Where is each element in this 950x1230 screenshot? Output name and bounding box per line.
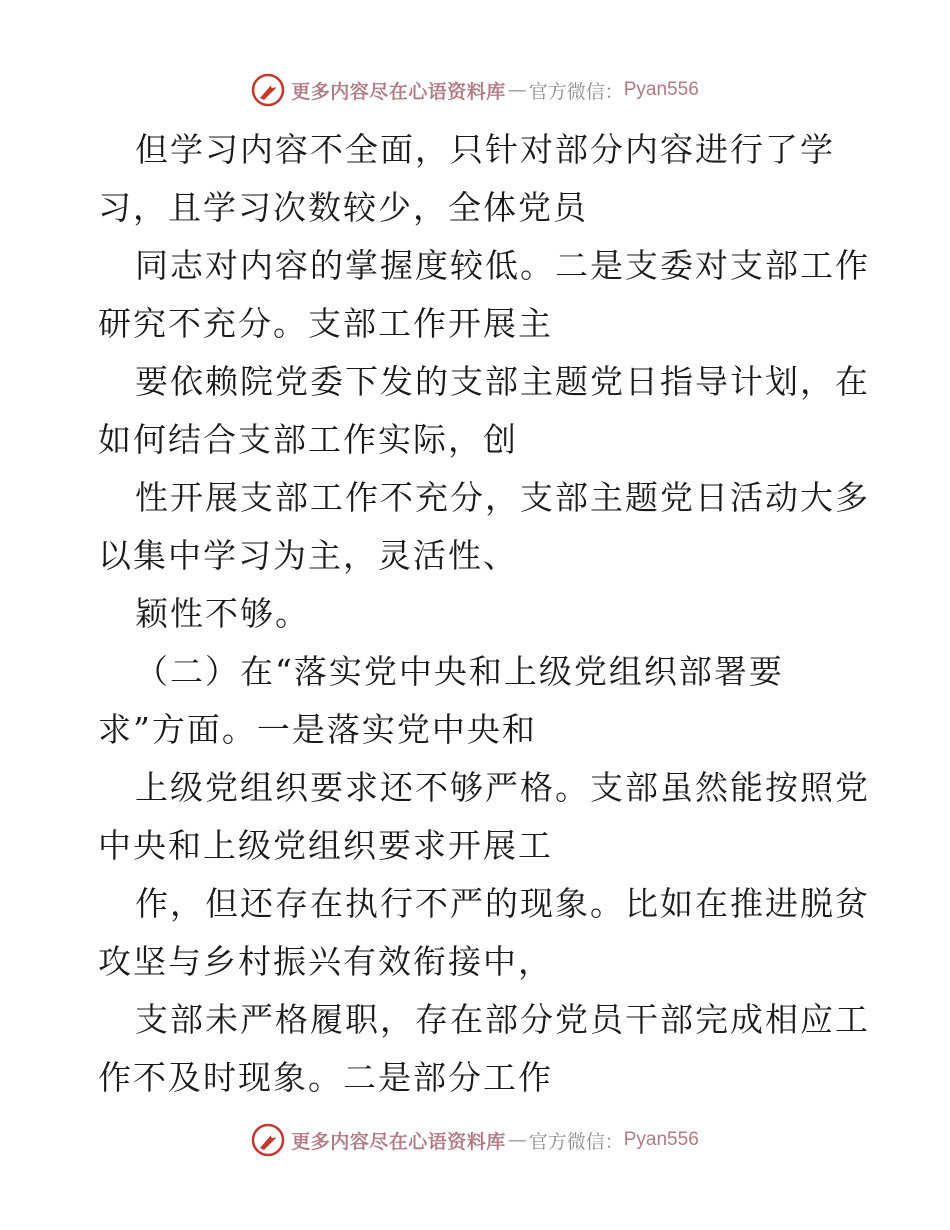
pen-nib-logo-icon	[251, 1123, 285, 1157]
official-wechat-label: 官方微信：	[528, 1130, 624, 1153]
section-heading-line: （二）在“落实党中央和上级党组织部署要	[135, 652, 784, 691]
body-line: 支部未严格履职，存在部分党员干部完成相应工	[135, 1000, 870, 1039]
body-line: 如何结合支部工作实际，创	[98, 420, 518, 459]
body-line: 习，且学习次数较少，全体党员	[98, 188, 588, 227]
banner-separator: —	[507, 79, 527, 101]
wechat-id: Pyan556	[623, 1129, 699, 1150]
body-line: 但学习内容不全面，只针对部分内容进行了学	[135, 130, 835, 169]
body-line: 颖性不够。	[135, 594, 310, 633]
body-line: 以集中学习为主，灵活性、	[98, 536, 518, 575]
brand-text: 更多内容尽在心语资料库	[291, 80, 506, 103]
brand-text: 更多内容尽在心语资料库	[291, 1130, 506, 1153]
pen-nib-logo-icon	[251, 73, 285, 107]
header-banner	[0, 70, 950, 110]
body-line: 作不及时现象。二是部分工作	[98, 1058, 553, 1097]
body-line: 求”方面。一是落实党中央和	[98, 710, 537, 749]
body-line: 上级党组织要求还不够严格。支部虽然能按照党	[135, 768, 870, 807]
body-line: 同志对内容的掌握度较低。二是支委对支部工作	[135, 246, 870, 285]
body-line: 研究不充分。支部工作开展主	[98, 304, 553, 343]
banner-separator: —	[507, 1129, 527, 1151]
body-line: 作，但还存在执行不严的现象。比如在推进脱贫	[135, 884, 870, 923]
footer-banner	[0, 1120, 950, 1160]
body-line: 中央和上级党组织要求开展工	[98, 826, 553, 865]
wechat-id: Pyan556	[623, 79, 699, 100]
body-line: 要依赖院党委下发的支部主题党日指导计划，在	[135, 362, 870, 401]
body-line: 攻坚与乡村振兴有效衔接中，	[98, 942, 553, 981]
official-wechat-label: 官方微信：	[528, 80, 624, 103]
body-line: 性开展支部工作不充分，支部主题党日活动大多	[135, 478, 870, 517]
